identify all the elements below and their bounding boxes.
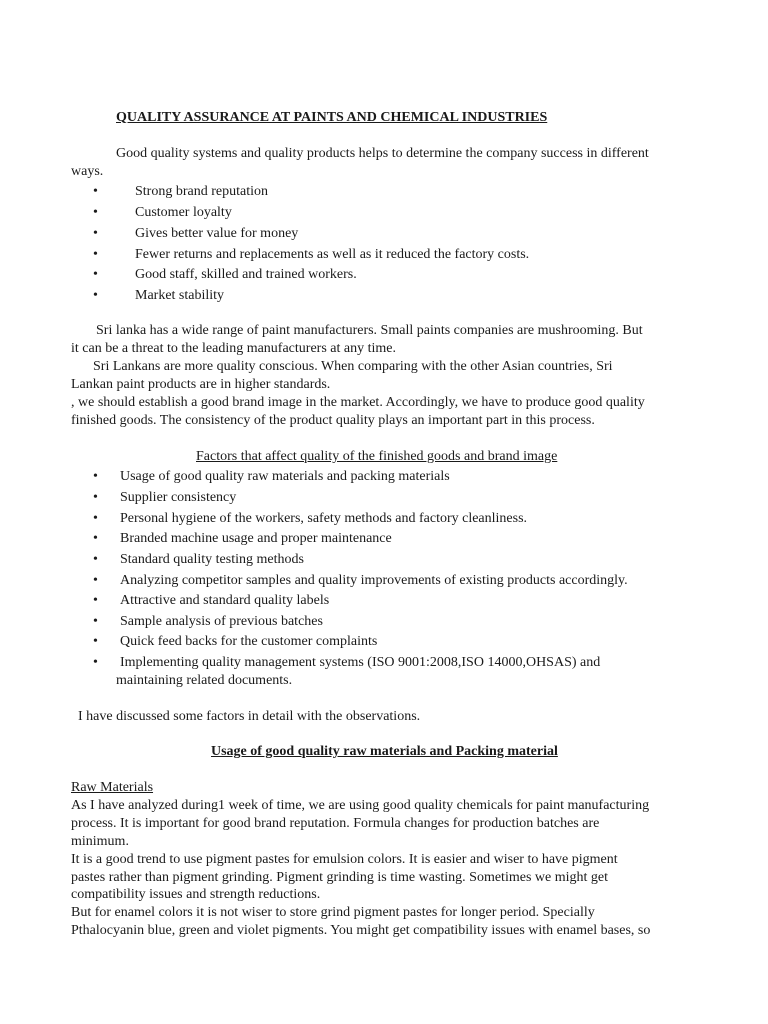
bullet-icon: • (93, 490, 98, 505)
paragraph-line: Lankan paint products are in higher standards. (71, 377, 331, 392)
bullet-icon: • (93, 655, 98, 670)
list-item-continuation: maintaining related documents. (116, 673, 293, 688)
list-item-text: Quick feed backs for the customer complaints (120, 634, 378, 649)
list-item-text: Fewer returns and replacements as well as it reduced the factory costs. (135, 247, 530, 262)
paragraph-line: But for enamel colors it is not wiser to store grind pigment pastes for longer period. Specially (71, 905, 595, 920)
list-item-text: Good staff, skilled and trained workers. (135, 267, 357, 282)
bullet-icon: • (93, 593, 98, 608)
paragraph-line: Pthalocyanin blue, green and violet pigments. You might get compatibility issues with enamel bases, so (71, 923, 651, 938)
paragraph-line: Sri lanka has a wide range of paint manufacturers. Small paints companies are mushrooming. But (96, 323, 643, 338)
paragraph-line: minimum. (71, 834, 129, 849)
section-heading: Usage of good quality raw materials and Packing material (211, 744, 558, 759)
bullet-icon: • (93, 267, 98, 282)
intro-line-2: ways. (71, 164, 104, 179)
bullet-icon: • (93, 247, 98, 262)
paragraph-line: I have discussed some factors in detail with the observations. (78, 709, 421, 724)
list-item-text: Branded machine usage and proper maintenance (120, 531, 392, 546)
paragraph-line: process. It is important for good brand reputation. Formula changes for production batches are (71, 816, 600, 831)
list-item-text: Supplier consistency (120, 490, 237, 505)
paragraph-line: , we should establish a good brand image in the market. Accordingly, we have to produce good quality (71, 395, 645, 410)
factors-heading: Factors that affect quality of the finished goods and brand image (196, 449, 558, 464)
bullet-icon: • (93, 288, 98, 303)
list-item-text: Analyzing competitor samples and quality improvements of existing products accordingly. (120, 573, 628, 588)
list-item-text: Customer loyalty (135, 205, 232, 220)
bullet-icon: • (93, 511, 98, 526)
bullet-icon: • (93, 184, 98, 199)
bullet-icon: • (93, 614, 98, 629)
list-item-text: Sample analysis of previous batches (120, 614, 323, 629)
paragraph-line: Sri Lankans are more quality conscious. When comparing with the other Asian countries, Sri (93, 359, 613, 374)
list-item-text: Strong brand reputation (135, 184, 268, 199)
bullet-icon: • (93, 573, 98, 588)
paragraph-line: finished goods. The consistency of the product quality plays an important part in this process. (71, 413, 595, 428)
list-item-text: Standard quality testing methods (120, 552, 304, 567)
list-item-text: Implementing quality management systems (ISO 9001:2008,ISO 14000,OHSAS) and (120, 655, 601, 670)
bullet-icon: • (93, 226, 98, 241)
paragraph-line: it can be a threat to the leading manufacturers at any time. (71, 341, 396, 356)
bullet-icon: • (93, 531, 98, 546)
list-item-text: Personal hygiene of the workers, safety methods and factory cleanliness. (120, 511, 528, 526)
list-item-text: Market stability (135, 288, 225, 303)
bullet-icon: • (93, 205, 98, 220)
paragraph-line: compatibility issues and strength reductions. (71, 887, 321, 902)
intro-line-1: Good quality systems and quality products helps to determine the company success in different (116, 146, 649, 161)
page-title: QUALITY ASSURANCE AT PAINTS AND CHEMICAL INDUSTRIES (116, 110, 548, 125)
paragraph-line: It is a good trend to use pigment pastes for emulsion colors. It is easier and wiser to have pigment (71, 852, 618, 867)
list-item-text: Gives better value for money (135, 226, 299, 241)
paragraph-line: As I have analyzed during1 week of time, we are using good quality chemicals for paint manufacturing (71, 798, 650, 813)
list-item-text: Attractive and standard quality labels (120, 593, 330, 608)
list-item-text: Usage of good quality raw materials and packing materials (120, 469, 450, 484)
bullet-icon: • (93, 469, 98, 484)
paragraph-line: pastes rather than pigment grinding. Pigment grinding is time wasting. Sometimes we might get (71, 870, 608, 885)
bullet-icon: • (93, 634, 98, 649)
bullet-icon: • (93, 552, 98, 567)
subsection-heading: Raw Materials (71, 780, 154, 795)
